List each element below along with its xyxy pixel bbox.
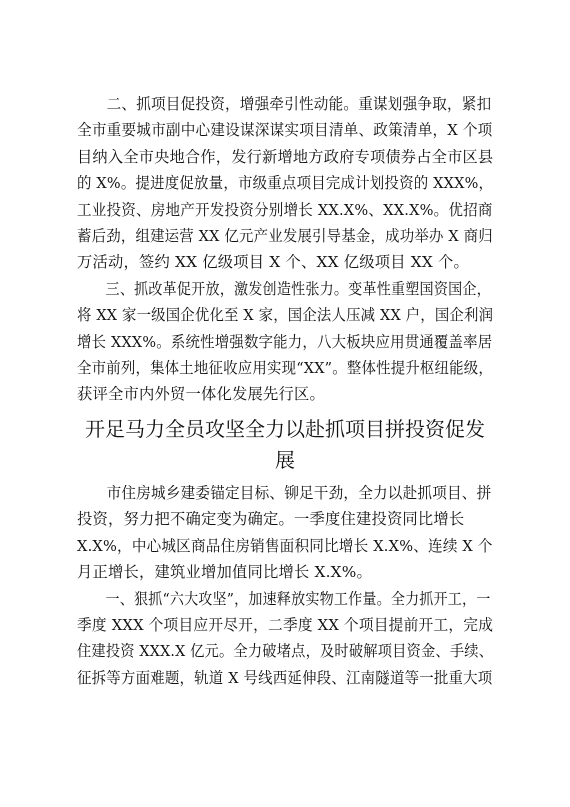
paragraph-six-battles — [77, 586, 493, 692]
text-line: 工业投资、房地产开发投资分别增长 XX.X%、XX.X%。优招商 — [77, 200, 493, 219]
text-line: 二、抓项目促投资，增强牵引性动能。重谋划强争取，紧扣 — [106, 95, 492, 113]
text-line: 住建投资 XXX.X 亿元。全力破堵点，及时破解项目资金、手续、 — [77, 642, 494, 661]
text-line: X.X%，中心城区商品住房销售面积同比增长 X.X%、连续 X 个 — [77, 536, 493, 555]
text-line: 蓄后劲，组建运营 XX 亿元产业发展引导基金，成功举办 X 商归 — [77, 227, 493, 246]
text-line: 将 XX 家一级国企优化至 X 家，国企法人压减 XX 户，国企利润 — [77, 306, 494, 325]
paragraph-projects-investment — [77, 91, 493, 276]
text-line: 市住房城乡建委锚定目标、铆足干劲，全力以赴抓项目、拼 — [106, 483, 492, 502]
text-line: 全市前列，集体土地征收应用实现“XX”。整体性提升枢纽能级， — [77, 359, 494, 378]
heading-line: 开足马力全员攻坚全力以赴抓项目拼投资促发 — [85, 416, 485, 441]
text-line: 三、抓改革促开放，激发创造性张力。变革性重塑国资国企， — [105, 279, 491, 298]
text-line: 投资，努力把不确定变为确定。一季度住建投资同比增长 — [77, 510, 465, 529]
text-line: 获评全市内外贸一体化发展先行区。 — [77, 385, 325, 404]
text-line: 增长 XXX%。系统性增强数字能力，八大板块应用贯通覆盖率居 — [77, 332, 493, 351]
text-line: 目纳入全市央地合作，发行新增地方政府专项债券占全市区县 — [77, 147, 494, 166]
paragraph-intro — [77, 480, 493, 586]
section-heading — [77, 414, 493, 476]
text-line: 季度 XXX 个项目应开尽开，二季度 XX 个项目提前开工，完成 — [77, 615, 494, 634]
text-line: 征拆等方面难题，轨道 X 号线西延伸段、江南隧道等一批重大项 — [77, 668, 493, 687]
text-line: 万活动，签约 XX 亿级项目 X 个、XX 亿级项目 XX 个。 — [77, 253, 470, 272]
paragraph-reform-opening — [77, 276, 493, 408]
text-line: 全市重要城市副中心建设谋深谋实项目清单、政策清单，X 个项 — [77, 121, 493, 140]
text-line: 的 X%。提进度促放量，市级重点项目完成计划投资的 XXX%， — [77, 174, 494, 193]
document-page — [77, 91, 493, 691]
text-line: 月正增长，建筑业增加值同比增长 X.X%。 — [77, 563, 372, 582]
heading-line: 展 — [275, 447, 295, 472]
text-line: 一、狠抓“六大攻坚”，加速释放实物工作量。全力抓开工，一 — [105, 589, 491, 608]
